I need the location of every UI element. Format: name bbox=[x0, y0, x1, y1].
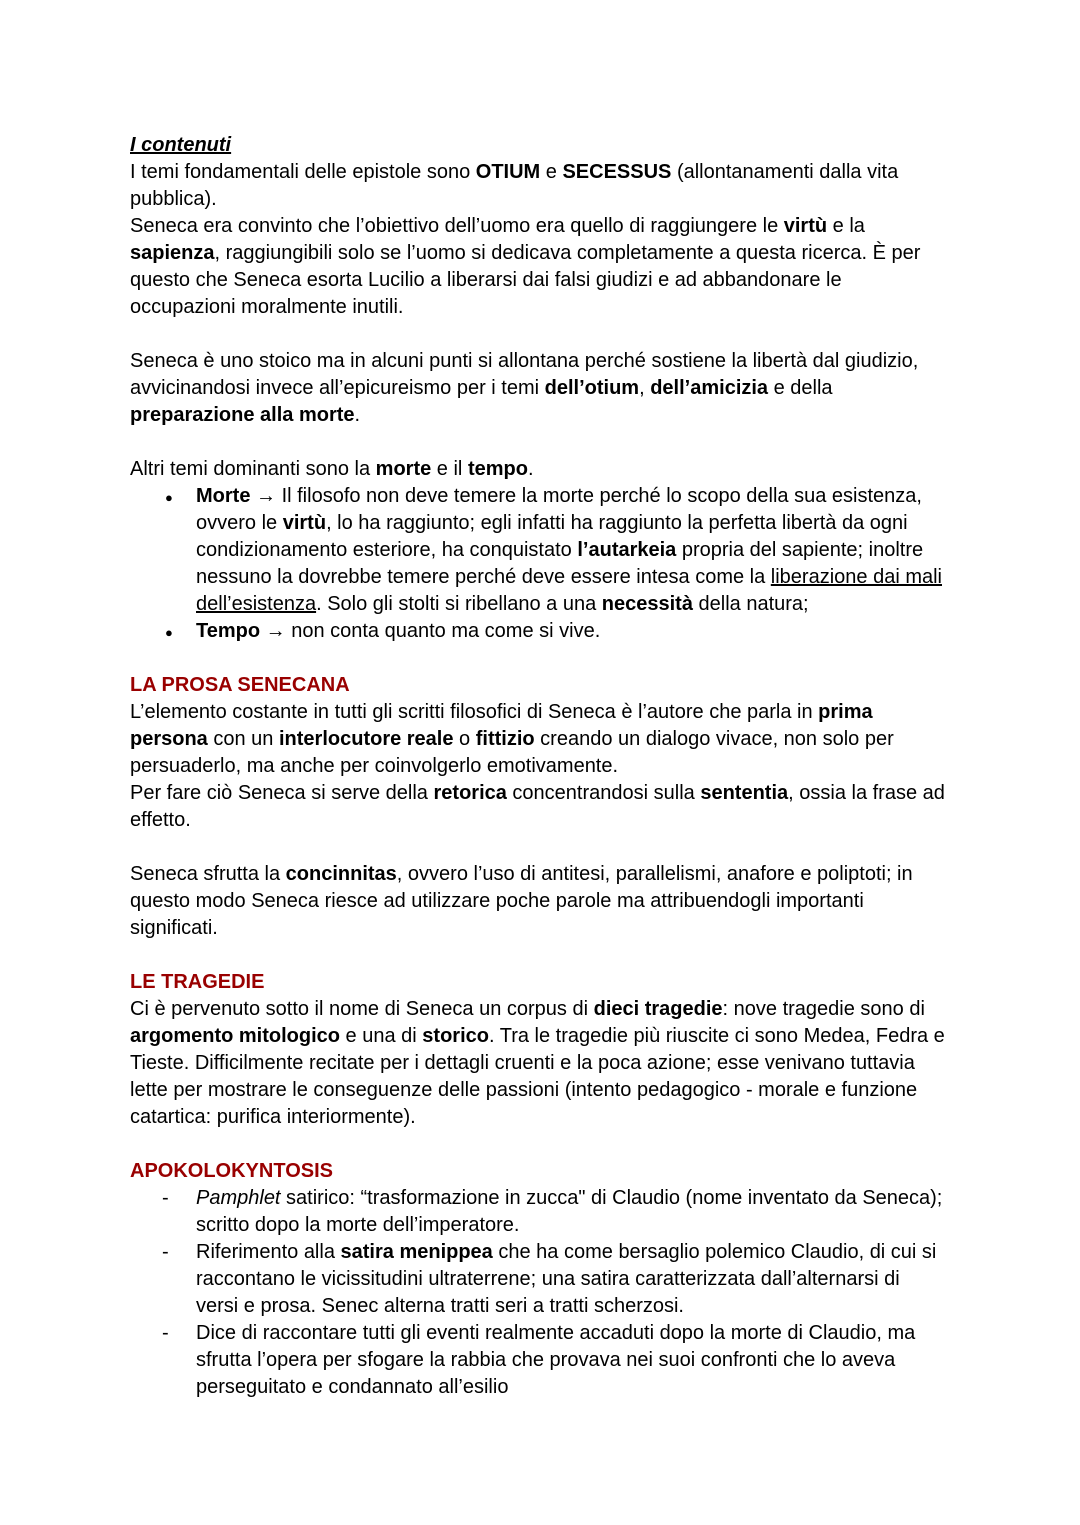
bullet-item-tempo: ● Tempo → non conta quanto ma come si vive. bbox=[130, 618, 946, 645]
paragraph-concinnitas: Seneca sfrutta la concinnitas, ovvero l’uso di antitesi, parallelismi, anafore e poliptoti; in questo modo Seneca riesce ad utilizzare poche parole ma attribuendogli importanti significati. bbox=[130, 863, 913, 939]
paragraph-stoico: Seneca è uno stoico ma in alcuni punti si allontana perché sostiene la libertà dal giudizio, avvicinandosi invece all’epicureismo per i temi dell’otium, dell’amicizia e della preparazione alla morte. bbox=[130, 350, 919, 426]
themes-bullet-list bbox=[130, 483, 946, 645]
section-heading-prosa-senecana: LA PROSA SENECANA bbox=[130, 674, 350, 696]
paragraph-otium-secessus: I temi fondamentali delle epistole sono OTIUM e SECESSUS (allontanamenti dalla vita pubblica). bbox=[130, 161, 899, 210]
apokolokyntosis-dash-list bbox=[130, 1185, 946, 1401]
paragraph-temi-dominanti: Altri temi dominanti sono la morte e il tempo. bbox=[130, 458, 534, 480]
paragraph-prosa-dialogo: L’elemento costante in tutti gli scritti filosofici di Seneca è l’autore che parla in prima persona con un interlocutore reale o fittizio creando un dialogo vivace, non solo per persuaderlo, ma anche per coinvolgerlo emotivamente. bbox=[130, 701, 894, 777]
paragraph-tragedie: Ci è pervenuto sotto il nome di Seneca un corpus di dieci tragedie: nove tragedie sono di argomento mitologico e una di storico. Tra le tragedie più riuscite ci sono Medea, Fedra e Tieste. Difficilmente recitate per i dettagli cruenti e la poca azione; esse venivano tuttavia lette per mostrare le conseguenze delle passioni (intento pedagogico - morale e funzione catartica: purifica interiormente). bbox=[130, 998, 945, 1128]
dash-item-eventi-claudio: - Dice di raccontare tutti gli eventi realmente accaduti dopo la morte di Claudio, ma sfrutta l’opera per sfogare la rabbia che provava nei suoi confronti che lo aveva perseguitato e condannato all’esilio bbox=[130, 1320, 946, 1401]
section-heading-apokolokyntosis: APOKOLOKYNTOSIS bbox=[130, 1160, 333, 1182]
doc-title: I contenuti bbox=[130, 134, 232, 156]
dash-item-satira-menippea: - Riferimento alla satira menippea che ha come bersaglio polemico Claudio, di cui si raccontano le vicissitudini ultraterrene; una satira caratterizzata dall’alternarsi di versi e prosa. Senec alterna tratti seri a tratti scherzosi. bbox=[130, 1239, 946, 1320]
paragraph-virtu-sapienza: Seneca era convinto che l’obiettivo dell’uomo era quello di raggiungere le virtù e la sapienza, raggiungibili solo se l’uomo si dedicava completamente a questa ricerca. È per questo che Seneca esorta Lucilio a liberarsi dai falsi giudizi e ad abbandonare le occupazioni moralmente inutili. bbox=[130, 215, 921, 318]
section-heading-tragedie: LE TRAGEDIE bbox=[130, 971, 265, 993]
bullet-item-morte: ● Morte → Il filosofo non deve temere la morte perché lo scopo della sua esistenza, ovvero le virtù, lo ha raggiunto; egli infatti ha raggiunto la perfetta libertà da ogni condizionamento esteriore, ha conquistato l’autarkeia propria del sapiente; inoltre nessuno la dovrebbe temere perché deve essere intesa come la liberazione dai mali dell’esistenza. Solo gli stolti si ribellano a una necessità della natura; bbox=[130, 483, 946, 618]
paragraph-prosa-retorica: Per fare ciò Seneca si serve della retorica concentrandosi sulla sententia, ossia la frase ad effetto. bbox=[130, 782, 945, 831]
dash-item-pamphlet: - Pamphlet satirico: “trasformazione in zucca" di Claudio (nome inventato da Seneca); scritto dopo la morte dell’imperatore. bbox=[130, 1185, 946, 1239]
